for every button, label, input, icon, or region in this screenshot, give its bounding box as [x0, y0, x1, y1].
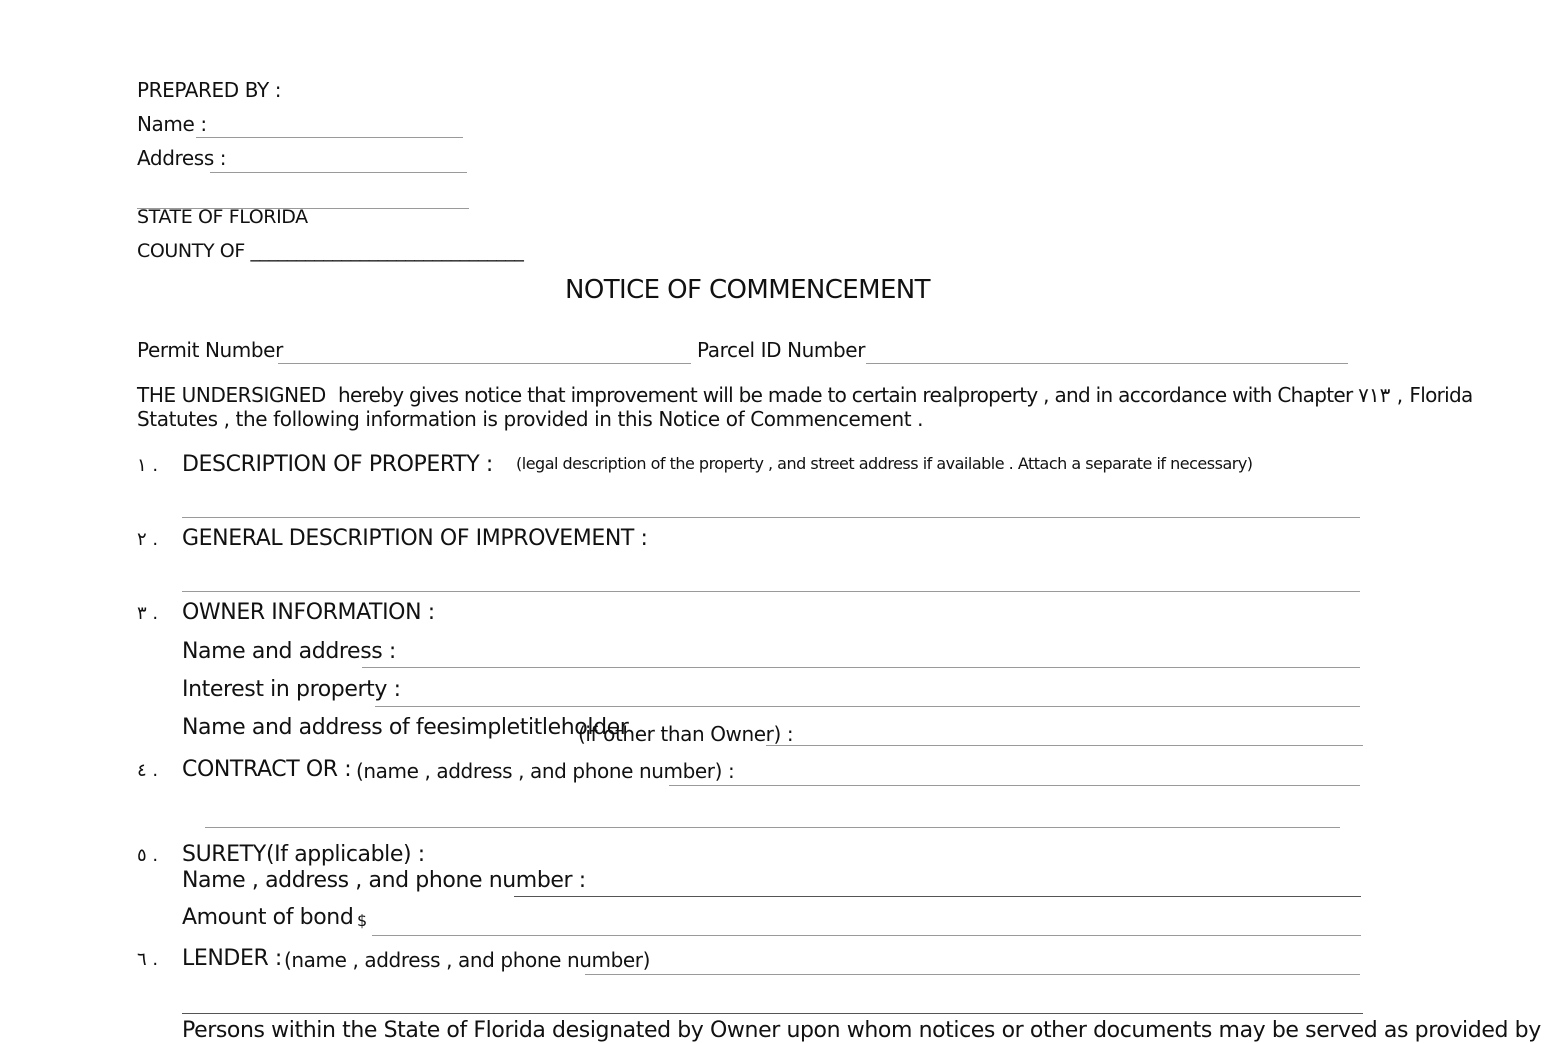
- section-5-title: SURETY: [182, 842, 266, 867]
- bond-amount-field[interactable]: [372, 911, 1364, 935]
- surety-name-label: Name , address , and phone number :: [182, 868, 586, 893]
- bond-amount-line: [372, 935, 1361, 936]
- section-3-title: OWNER INFORMATION :: [182, 600, 435, 625]
- section-4-number: ٤ .: [137, 760, 159, 781]
- permit-number-line: [278, 363, 691, 364]
- interest-line: [375, 706, 1360, 707]
- permit-number-field[interactable]: [278, 340, 694, 364]
- interest-field[interactable]: [375, 682, 1363, 706]
- owner-name-address-field[interactable]: [362, 643, 1363, 667]
- intro-line-2: Statutes , the following information is provided in this Notice of Commencement .: [137, 407, 924, 431]
- parcel-id-field[interactable]: [866, 340, 1351, 364]
- county-label: COUNTY OF ______________________________: [137, 240, 524, 262]
- property-description-line: [182, 517, 1360, 518]
- permit-number-label: Permit Number: [137, 338, 283, 362]
- surety-name-line: [514, 896, 1361, 897]
- document-title: NOTICE OF COMMENCEMENT: [565, 275, 930, 305]
- contractor-line: [669, 785, 1360, 786]
- section-5-title-note: (If applicable) :: [266, 842, 425, 867]
- lender-field[interactable]: [585, 950, 1363, 974]
- state-label: STATE OF FLORIDA: [137, 206, 308, 228]
- section-2-number: ٢ .: [137, 529, 159, 550]
- contractor-line-2: [205, 827, 1340, 828]
- parcel-id-line: [866, 363, 1348, 364]
- currency-symbol: $: [357, 911, 367, 930]
- prepared-by-name-label: Name :: [137, 112, 207, 136]
- section-6-number: ٦ .: [137, 949, 159, 970]
- section-6-title: LENDER :: [182, 946, 282, 971]
- prepared-by-address-field-2[interactable]: [137, 184, 472, 208]
- section-2-title: GENERAL DESCRIPTION OF IMPROVEMENT :: [182, 526, 648, 551]
- designated-persons-text: Persons within the State of Florida designated by Owner upon whom notices or other documents may be served as provided by: [182, 1018, 1541, 1043]
- section-1-title: DESCRIPTION OF PROPERTY :: [182, 452, 493, 477]
- lender-line: [585, 974, 1360, 975]
- section-4-note: (name , address , and phone number) :: [356, 759, 735, 783]
- surety-name-field[interactable]: [514, 872, 1364, 896]
- lender-field-2[interactable]: [182, 989, 1366, 1013]
- prepared-by-name-line: [196, 137, 463, 138]
- prepared-by-address-field[interactable]: [210, 148, 470, 172]
- owner-name-address-line: [362, 667, 1360, 668]
- section-3-number: ٣ .: [137, 603, 159, 624]
- contractor-field[interactable]: [669, 761, 1363, 785]
- owner-name-address-label: Name and address :: [182, 639, 396, 664]
- fee-simple-note: (if other than Owner) :: [578, 722, 794, 746]
- section-6-note: (name , address , and phone number): [284, 948, 651, 972]
- intro-undersigned: THE UNDERSIGNED: [137, 383, 326, 407]
- interest-label: Interest in property :: [182, 677, 401, 702]
- prepared-by-heading: PREPARED BY :: [137, 78, 282, 102]
- fee-simple-line: [766, 745, 1363, 746]
- lender-line-2: [182, 1013, 1363, 1014]
- section-5-number: ٥ .: [137, 845, 159, 866]
- intro-line-1: hereby gives notice that improvement will be made to certain realproperty , and in accordance with Chapter ٧١٣ , Florida: [338, 383, 1473, 407]
- fee-simple-field[interactable]: [766, 721, 1366, 745]
- prepared-by-address-label: Address :: [137, 146, 227, 170]
- property-description-field[interactable]: [182, 493, 1363, 517]
- fee-simple-label: Name and address of feesimpletitleholder: [182, 715, 629, 740]
- section-4-title: CONTRACT OR :: [182, 757, 352, 782]
- section-1-note: (legal description of the property , and street address if available . Attach a separate if necessary): [516, 454, 1253, 473]
- parcel-id-label: Parcel ID Number: [697, 338, 866, 362]
- improvement-description-line: [182, 591, 1360, 592]
- prepared-by-name-field[interactable]: [196, 114, 466, 138]
- improvement-description-field[interactable]: [182, 567, 1363, 591]
- contractor-field-2[interactable]: [205, 803, 1343, 827]
- prepared-by-address-line: [210, 172, 467, 173]
- section-1-number: ١ .: [137, 455, 159, 476]
- bond-amount-label: Amount of bond: [182, 905, 354, 930]
